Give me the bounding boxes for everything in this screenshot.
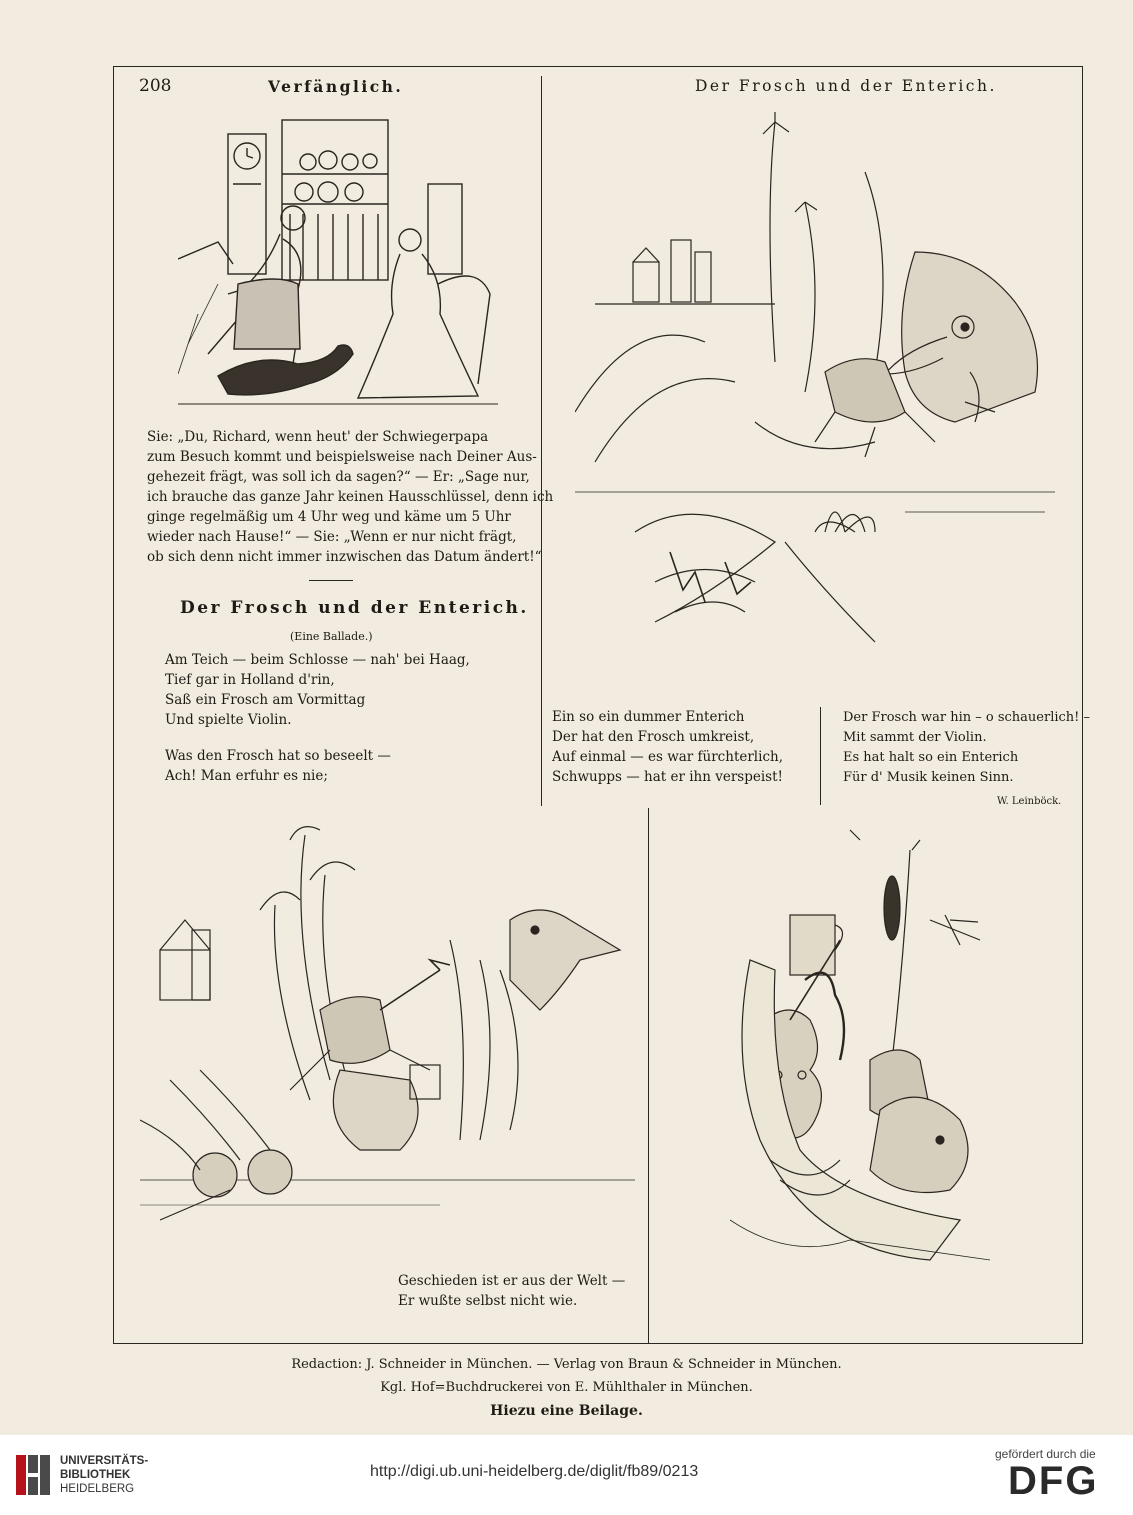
anecdote-line: zum Besuch kommt und beispielsweise nach Deiner Aus- (147, 449, 537, 465)
library-logo-icon (16, 1455, 50, 1495)
library-name: BIBLIOTHEK (60, 1469, 131, 1481)
funding-note: gefördert durch die (995, 1447, 1096, 1461)
stanza-line: Ein so ein dummer Enterich (552, 709, 745, 725)
illustration-still-life (730, 820, 1010, 1310)
stanza-line: Mit sammt der Violin. (843, 730, 987, 745)
illustration-frog-and-duck-top (575, 112, 1055, 647)
library-name: HEIDELBERG (60, 1483, 135, 1495)
stanza-line: Auf einmal — es war fürchterlich, (552, 749, 783, 765)
caption-line: Er wußte selbst nicht wie. (398, 1293, 578, 1309)
library-name: UNIVERSITÄTS- (60, 1455, 149, 1467)
ballad-title: Der Frosch und der Enterich. (180, 598, 529, 618)
caption-line: Geschieden ist er aus der Welt — (398, 1273, 626, 1289)
imprint-line-2: Kgl. Hof=Buchdruckerei von E. Mühlthaler in München. (380, 1380, 753, 1395)
stanza-line: Ach! Man erfuhr es nie; (165, 768, 328, 784)
ballad-subtitle: (Eine Ballade.) (290, 630, 373, 643)
page-title-left: Verfänglich. (268, 77, 404, 96)
page-number: 208 (139, 76, 172, 96)
permalink-url[interactable]: http://digi.ub.uni-heidelberg.de/diglit/fb89/0213 (370, 1463, 699, 1480)
anecdote-line: Sie: „Du, Richard, wenn heut' der Schwiegerpapa (147, 429, 489, 445)
illustration-interior-scene (178, 114, 498, 410)
stanza-line: Der hat den Frosch umkreist, (552, 729, 755, 745)
anecdote-line: ginge regelmäßig um 4 Uhr weg und käme um 5 Uhr (147, 509, 511, 525)
stanza-line: Schwupps — hat er ihn verspeist! (552, 769, 783, 785)
page-title-right: Der Frosch und der Enterich. (695, 77, 997, 95)
dfg-logo: DFG (1008, 1459, 1099, 1503)
stanza-line: Der Frosch war hin – o schauerlich! – (843, 710, 1091, 725)
ballad-author: W. Leinböck. (997, 796, 1062, 807)
section-divider (309, 580, 353, 581)
column-divider-top (541, 76, 542, 806)
stanza-line: Und spielte Violin. (165, 712, 292, 728)
stanza-line: Was den Frosch hat so beseelt — (165, 748, 391, 764)
illustration-frog-violin-bottom (140, 820, 635, 1240)
column-divider-verse (820, 707, 821, 805)
imprint-line-1: Redaction: J. Schneider in München. — Verlag von Braun & Schneider in München. (291, 1357, 842, 1372)
stanza-line: Tief gar in Holland d'rin, (165, 672, 335, 688)
stanza-line: Für d' Musik keinen Sinn. (843, 770, 1014, 785)
stanza-line: Saß ein Frosch am Vormittag (165, 692, 366, 708)
anecdote-line: gehezeit frägt, was soll ich da sagen?“ — Er: „Sage nur, (147, 469, 530, 485)
stanza-line: Es hat halt so ein Enterich (843, 750, 1019, 765)
stanza-line: Am Teich — beim Schlosse — nah' bei Haag, (165, 652, 470, 668)
anecdote-line: ob sich denn nicht immer inzwischen das Datum ändert!“ (147, 549, 542, 565)
anecdote-line: ich brauche das ganze Jahr keinen Hausschlüssel, denn ich (147, 489, 554, 505)
column-divider-bottom (648, 808, 649, 1344)
anecdote-line: wieder nach Hause!“ — Sie: „Wenn er nur nicht frägt, (147, 529, 517, 545)
digitization-footer (0, 1435, 1133, 1515)
imprint-line-3: Hiezu eine Beilage. (490, 1403, 643, 1419)
